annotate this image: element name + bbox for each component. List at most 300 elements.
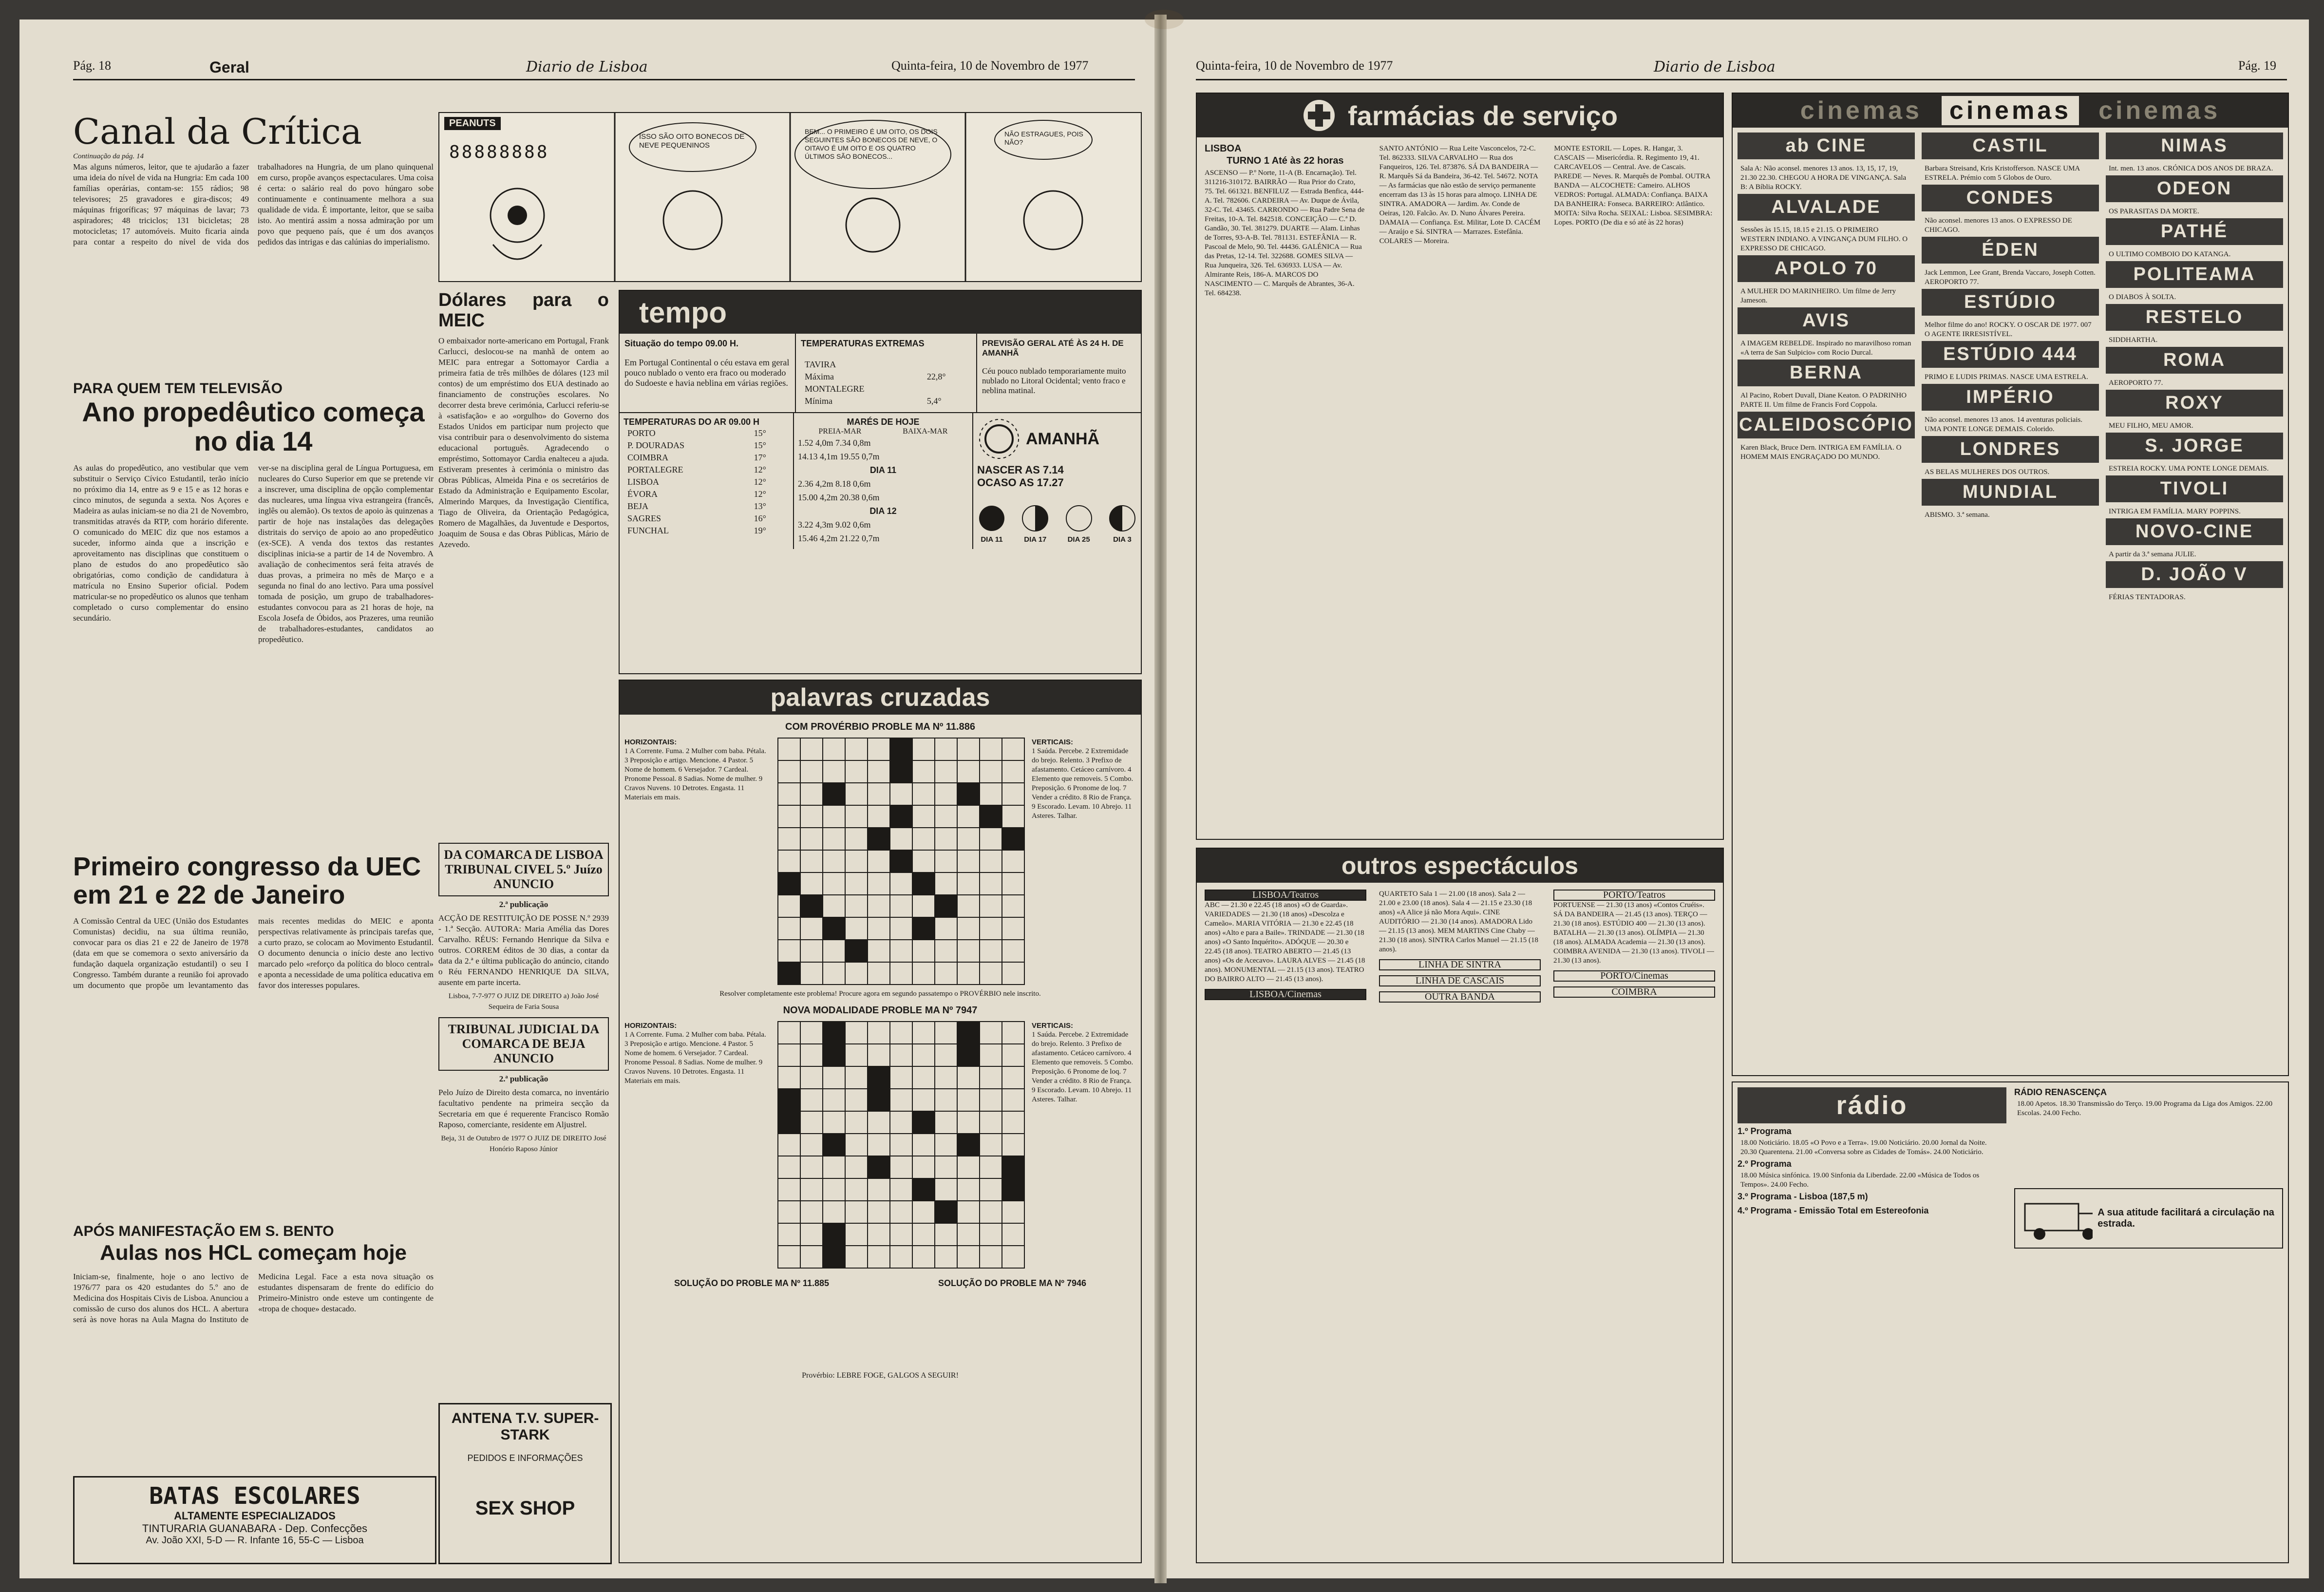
grid-cell[interactable] [890,850,912,872]
grid-cell[interactable] [912,1201,935,1223]
grid-cell[interactable] [800,1134,823,1156]
grid-cell[interactable] [980,783,1002,805]
grid-cell[interactable] [778,760,800,783]
grid-cell[interactable] [845,872,868,895]
grid-cell[interactable] [980,1111,1002,1134]
grid-cell[interactable] [800,1022,823,1044]
grid-cell[interactable] [935,1089,957,1111]
grid-cell[interactable] [845,1134,868,1156]
verticais-1 [1032,738,1136,985]
grid-cell[interactable] [957,940,980,962]
grid-cell[interactable] [845,738,868,760]
grid-cell[interactable] [912,1156,935,1178]
grid-cell[interactable] [1002,1223,1024,1246]
grid-cell[interactable] [868,1178,890,1201]
grid-cell[interactable] [778,850,800,872]
grid-cell[interactable] [935,1201,957,1223]
grid-cell[interactable] [868,805,890,828]
cinema-caleidoscopio[interactable]: CALEIDOSCÓPIO [1738,412,1915,438]
grid-cell[interactable] [778,805,800,828]
hcl-title: Aulas nos HCL começam hoje [99,1241,407,1265]
grid-cell[interactable] [935,872,957,895]
grid-cell[interactable] [823,783,845,805]
batas-title: BATAS ESCOLARES [149,1482,360,1510]
cinema-estudio-444[interactable]: ESTÚDIO 444 [1922,341,2099,368]
cinema-condes[interactable]: CONDES [1922,185,2099,211]
cinema-apolo-70[interactable]: APOLO 70 [1738,255,1915,282]
grid-cell[interactable] [890,895,912,917]
grid-cell[interactable] [778,962,800,985]
grid-cell[interactable] [800,805,823,828]
grid-cell[interactable] [800,940,823,962]
moon-date: DIA 11 [981,535,1003,544]
grid-cell[interactable] [935,1223,957,1246]
grid-cell[interactable] [823,940,845,962]
cinema-roma[interactable]: ROMA [2106,347,2283,374]
mares-h: MARÉS DE HOJE [847,417,920,427]
grid-cell[interactable] [912,872,935,895]
grid-cell[interactable] [890,962,912,985]
grid-cell[interactable] [823,962,845,985]
grid-cell[interactable] [800,828,823,850]
grid-cell[interactable] [912,1066,935,1089]
grid-cell[interactable] [935,895,957,917]
grid-cell[interactable] [868,1066,890,1089]
grid-cell[interactable] [800,760,823,783]
grid-cell[interactable] [957,738,980,760]
problem-2-title: NOVA MODALIDADE PROBLE MA Nº 7947 [783,1005,978,1016]
grid-cell[interactable] [778,1156,800,1178]
grid-cell[interactable] [823,1156,845,1178]
grid-cell[interactable] [845,1089,868,1111]
grid-cell[interactable] [778,738,800,760]
grid-cell[interactable] [845,917,868,940]
grid-cell[interactable] [868,1246,890,1268]
grid-cell[interactable] [868,738,890,760]
grid-cell[interactable] [845,760,868,783]
grid-cell[interactable] [1002,1089,1024,1111]
cinema-s-jorge[interactable]: S. JORGE [2106,433,2283,459]
grid-cell[interactable] [868,1134,890,1156]
grid-cell[interactable] [800,1201,823,1223]
grid-cell[interactable] [957,828,980,850]
grid-cell[interactable] [800,738,823,760]
grid-cell[interactable] [890,1089,912,1111]
cinema-mundial[interactable]: MUNDIAL [1922,479,2099,506]
grid-cell[interactable] [823,1089,845,1111]
grid-cell[interactable] [912,962,935,985]
grid-cell[interactable] [1002,1246,1024,1268]
grid-cell[interactable] [800,1044,823,1066]
cinemas-title-text: cinemas [1942,96,2079,125]
grid-cell[interactable] [890,760,912,783]
grid-cell[interactable] [935,783,957,805]
grid-cell[interactable] [935,962,957,985]
grid-cell[interactable] [868,917,890,940]
grid-cell[interactable] [980,1022,1002,1044]
estudio444-text: PRIMO E LUDIS PRIMAS. NASCE UMA ESTRELA. [1925,373,2088,381]
grid-cell[interactable] [1002,1156,1024,1178]
grid-cell[interactable] [980,805,1002,828]
grid-cell[interactable] [1002,850,1024,872]
grid-cell[interactable] [845,962,868,985]
cinema-restelo[interactable]: RESTELO [2106,304,2283,331]
grid-cell[interactable] [845,1111,868,1134]
cinema-imperio[interactable]: IMPÉRIO [1922,384,2099,411]
grid-cell[interactable] [980,1089,1002,1111]
grid-cell[interactable] [980,1156,1002,1178]
grid-cell[interactable] [890,1044,912,1066]
grid-cell[interactable] [778,1223,800,1246]
grid-cell[interactable] [957,1223,980,1246]
cinema-eden[interactable]: ÉDEN [1922,237,2099,264]
grid-cell[interactable] [823,1044,845,1066]
grid-cell[interactable] [823,1201,845,1223]
grid-cell[interactable] [957,1178,980,1201]
grid-cell[interactable] [868,1044,890,1066]
cinema-d-joao-v[interactable]: D. JOÃO V [2106,561,2283,588]
grid-cell[interactable] [778,1022,800,1044]
grid-cell[interactable] [935,1156,957,1178]
grid-cell[interactable] [980,1066,1002,1089]
tempo-situacao [620,334,795,412]
cinema-odeon[interactable]: ODEON [2106,175,2283,202]
grid-cell[interactable] [845,1246,868,1268]
grid-cell[interactable] [823,805,845,828]
tempo-situacao-h: Situação do tempo 09.00 H. [624,339,739,348]
grid-cell[interactable] [800,872,823,895]
grid-cell[interactable] [980,1044,1002,1066]
grid-cell[interactable] [957,1089,980,1111]
grid-cell[interactable] [935,1178,957,1201]
grid-cell[interactable] [912,850,935,872]
cinema-londres[interactable]: LONDRES [1922,436,2099,463]
grid-cell[interactable] [1002,1022,1024,1044]
grid-cell[interactable] [800,917,823,940]
apolo-text: A MULHER DO MARINHEIRO. Um filme de Jerry Jameson. [1740,287,1896,304]
grid-cell[interactable] [845,940,868,962]
grid-cell[interactable] [957,1246,980,1268]
cinema-estudio[interactable]: ESTÚDIO [1922,289,2099,316]
grid-cell[interactable] [778,872,800,895]
radio-renascenca-text: 18.00 Apetos. 18.30 Transmissão do Terço. 19.00 Programa da Liga dos Amigos. 22.00 Escolas. 24.00 Fecho. [2017,1100,2273,1117]
grid-cell[interactable] [980,1223,1002,1246]
grid-cell[interactable] [912,805,935,828]
grid-cell[interactable] [868,1022,890,1044]
grid-cell[interactable] [912,783,935,805]
grid-cell[interactable] [823,828,845,850]
grid-cell[interactable] [823,1178,845,1201]
grid-cell[interactable] [957,850,980,872]
grid-cell[interactable] [1002,940,1024,962]
mares-dia12: DIA 12 [869,506,897,516]
radio-p2-text: 18.00 Música sinfónica. 19.00 Sinfonia da Liberdade. 22.00 «Música de Todos os Tempos». 24.00 Fecho. [1740,1172,1980,1189]
grid-cell[interactable] [868,1089,890,1111]
grid-cell[interactable] [957,962,980,985]
grid-cell[interactable] [1002,760,1024,783]
grid-cell[interactable] [912,940,935,962]
grid-cell[interactable] [868,850,890,872]
grid-cell[interactable] [778,895,800,917]
grid-cell[interactable] [957,760,980,783]
grid-cell[interactable] [845,1044,868,1066]
grid-cell[interactable] [1002,1066,1024,1089]
grid-cell[interactable] [912,1089,935,1111]
grid-cell[interactable] [823,738,845,760]
grid-cell[interactable] [935,738,957,760]
grid-cell[interactable] [778,940,800,962]
grid-cell[interactable] [980,1246,1002,1268]
grid-cell[interactable] [823,1134,845,1156]
grid-cell[interactable] [845,1178,868,1201]
grid-cell[interactable] [912,1178,935,1201]
farmacias-turno: TURNO 1 Até às 22 horas [1227,155,1344,166]
cinema-alvalade[interactable]: ALVALADE [1738,194,1915,221]
cinema-castil[interactable]: CASTIL [1922,133,2099,159]
date-left: Quinta-feira, 10 de Novembro de 1977 [891,58,1089,73]
grid-cell[interactable] [957,1201,980,1223]
grid-cell[interactable] [980,828,1002,850]
grid-cell[interactable] [800,850,823,872]
grid-cell[interactable] [957,1134,980,1156]
grid-cell[interactable] [935,1246,957,1268]
grid-cell[interactable] [890,1246,912,1268]
grid-cell[interactable] [868,760,890,783]
crossword-grid-2[interactable] [777,1021,1025,1269]
grid-cell[interactable] [868,1156,890,1178]
grid-cell[interactable] [868,962,890,985]
grid-cell[interactable] [912,1044,935,1066]
grid-cell[interactable] [912,1111,935,1134]
crossword-grid-1[interactable] [777,738,1025,985]
grid-cell[interactable] [890,1178,912,1201]
ar-temp: 16° [754,513,766,523]
grid-cell[interactable] [935,805,957,828]
grid-cell[interactable] [890,1201,912,1223]
grid-cell[interactable] [980,940,1002,962]
grid-cell[interactable] [890,917,912,940]
grid-cell[interactable] [845,783,868,805]
cinema-pathe[interactable]: PATHÉ [2106,218,2283,245]
grid-cell[interactable] [823,1066,845,1089]
grid-cell[interactable] [845,1022,868,1044]
cinema-novo-cine[interactable]: NOVO-CINE [2106,518,2283,545]
grid-cell[interactable] [912,895,935,917]
grid-cell[interactable] [778,1044,800,1066]
grid-cell[interactable] [980,895,1002,917]
grid-cell[interactable] [935,917,957,940]
farmacias-col-3 [1551,142,1718,300]
comarca-lisboa-sign: Lisboa, 7-7-977 O JUIZ DE DIREITO a) João José Sequeira de Faria Sousa [448,992,599,1011]
grid-cell[interactable] [890,1111,912,1134]
grid-cell[interactable] [1002,872,1024,895]
grid-cell[interactable] [845,805,868,828]
cinema-roxy[interactable]: ROXY [2106,390,2283,417]
grid-cell[interactable] [823,760,845,783]
grid-cell[interactable] [890,1156,912,1178]
ar-city: PORTO [627,428,656,438]
grid-cell[interactable] [935,1111,957,1134]
grid-cell[interactable] [912,917,935,940]
grid-row [778,1201,1024,1223]
grid-cell[interactable] [890,783,912,805]
grid-cell[interactable] [980,850,1002,872]
grid-cell[interactable] [1002,783,1024,805]
grid-cell[interactable] [957,783,980,805]
grid-cell[interactable] [778,828,800,850]
grid-cell[interactable] [845,828,868,850]
crossword-box [619,680,1142,1563]
grid-cell[interactable] [800,895,823,917]
grid-cell[interactable] [800,1089,823,1111]
tempo-previsao-text: Céu pouco nublado temporariamente muito nublado no Litoral Ocidental; vento fraco e neblina matinal. [982,366,1126,395]
grid-cell[interactable] [890,738,912,760]
grid-cell[interactable] [1002,828,1024,850]
cinema-ab-cine[interactable]: ab CINE [1738,133,1915,159]
grid-cell[interactable] [935,1044,957,1066]
grid-cell[interactable] [778,1246,800,1268]
grid-cell[interactable] [800,962,823,985]
grid-cell[interactable] [868,1111,890,1134]
grid-cell[interactable] [778,1111,800,1134]
grid-cell[interactable] [890,1022,912,1044]
tele-title: Ano propedêutico começa no dia 14 [82,397,425,456]
grid-cell[interactable] [778,1178,800,1201]
grid-cell[interactable] [800,783,823,805]
grid-cell[interactable] [890,1134,912,1156]
condes-text: Não aconsel. menores 13 anos. O EXPRESSO DE CHICAGO. [1925,217,2072,234]
grid-cell[interactable] [890,805,912,828]
grid-cell[interactable] [957,895,980,917]
grid-cell[interactable] [957,917,980,940]
grid-cell[interactable] [980,1201,1002,1223]
grid-cell[interactable] [778,783,800,805]
grid-cell[interactable] [935,1066,957,1089]
grid-cell[interactable] [868,872,890,895]
grid-cell[interactable] [823,850,845,872]
grid-cell[interactable] [800,1178,823,1201]
grid-cell[interactable] [823,1022,845,1044]
solutions [620,1278,1141,1289]
grid-cell[interactable] [845,850,868,872]
cinema-avis[interactable]: AVIS [1738,307,1915,334]
grid-cell[interactable] [980,738,1002,760]
grid-cell[interactable] [1002,917,1024,940]
grid-cell[interactable] [957,872,980,895]
grid-cell[interactable] [912,1223,935,1246]
grid-cell[interactable] [800,1066,823,1089]
grid-cell[interactable] [1002,1178,1024,1201]
grid-cell[interactable] [980,917,1002,940]
grid-cell[interactable] [980,962,1002,985]
grid-cell[interactable] [800,1223,823,1246]
grid-cell[interactable] [823,1223,845,1246]
grid-cell[interactable] [890,872,912,895]
cinema-tivoli[interactable]: TIVOLI [2106,475,2283,502]
grid-cell[interactable] [957,1156,980,1178]
grid-cell[interactable] [778,1089,800,1111]
cinema-nimas[interactable]: NIMAS [2106,133,2283,159]
grid-cell[interactable] [800,1111,823,1134]
grid-cell[interactable] [778,1066,800,1089]
grid-cell[interactable] [823,1111,845,1134]
grid-cell[interactable] [823,917,845,940]
grid-cell[interactable] [980,872,1002,895]
cinema-politeama[interactable]: POLITEAMA [2106,261,2283,288]
grid-cell[interactable] [935,1022,957,1044]
grid-cell[interactable] [1002,1044,1024,1066]
grid-cell[interactable] [823,1246,845,1268]
grid-cell[interactable] [912,828,935,850]
grid-cell[interactable] [935,760,957,783]
grid-cell[interactable] [912,1246,935,1268]
grid-cell[interactable] [935,940,957,962]
grid-cell[interactable] [823,872,845,895]
grid-row [778,828,1024,850]
grid-cell[interactable] [1002,895,1024,917]
farmacias-title [1197,94,1723,137]
grid-cell[interactable] [1002,1201,1024,1223]
grid-cell[interactable] [957,1111,980,1134]
grid-cell[interactable] [778,1201,800,1223]
tempo-box [619,290,1142,674]
grid-cell[interactable] [1002,1111,1024,1134]
grid-cell[interactable] [868,940,890,962]
grid-cell[interactable] [890,1066,912,1089]
grid-cell[interactable] [912,1134,935,1156]
grid-cell[interactable] [778,1134,800,1156]
grid-cell[interactable] [912,1022,935,1044]
grid-cell[interactable] [890,828,912,850]
grid-cell[interactable] [868,1223,890,1246]
grid-cell[interactable] [957,1022,980,1044]
grid-cell[interactable] [935,828,957,850]
grid-cell[interactable] [845,895,868,917]
cinema-berna[interactable]: BERNA [1738,360,1915,386]
horiz-h: HORIZONTAIS: [624,1022,677,1030]
grid-cell[interactable] [778,917,800,940]
grid-cell[interactable] [980,1178,1002,1201]
grid-cell[interactable] [800,1246,823,1268]
grid-cell[interactable] [823,895,845,917]
grid-cell[interactable] [980,760,1002,783]
grid-cell[interactable] [957,805,980,828]
grid-cell[interactable] [935,1134,957,1156]
grid-cell[interactable] [1002,962,1024,985]
grid-cell[interactable] [912,760,935,783]
resolve-note: Resolver completamente este problema! Procure agora em segundo passatempo o PROVÉRBIO nele inscrito. [719,990,1041,998]
grid-cell[interactable] [845,1066,868,1089]
grid-cell[interactable] [868,783,890,805]
grid-cell[interactable] [957,1066,980,1089]
grid-cell[interactable] [890,1223,912,1246]
grid-cell[interactable] [912,738,935,760]
grid-cell[interactable] [868,895,890,917]
grid-cell[interactable] [980,1134,1002,1156]
grid-cell[interactable] [935,850,957,872]
grid-cell[interactable] [868,1201,890,1223]
grid-cell[interactable] [890,940,912,962]
grid-cell[interactable] [1002,1134,1024,1156]
grid-cell[interactable] [1002,738,1024,760]
grid-cell[interactable] [957,1044,980,1066]
grid-cell[interactable] [845,1223,868,1246]
grid-cell[interactable] [868,828,890,850]
grid-cell[interactable] [800,1156,823,1178]
grid-cell[interactable] [1002,805,1024,828]
grid-cell[interactable] [845,1156,868,1178]
grid-cell[interactable] [845,1201,868,1223]
